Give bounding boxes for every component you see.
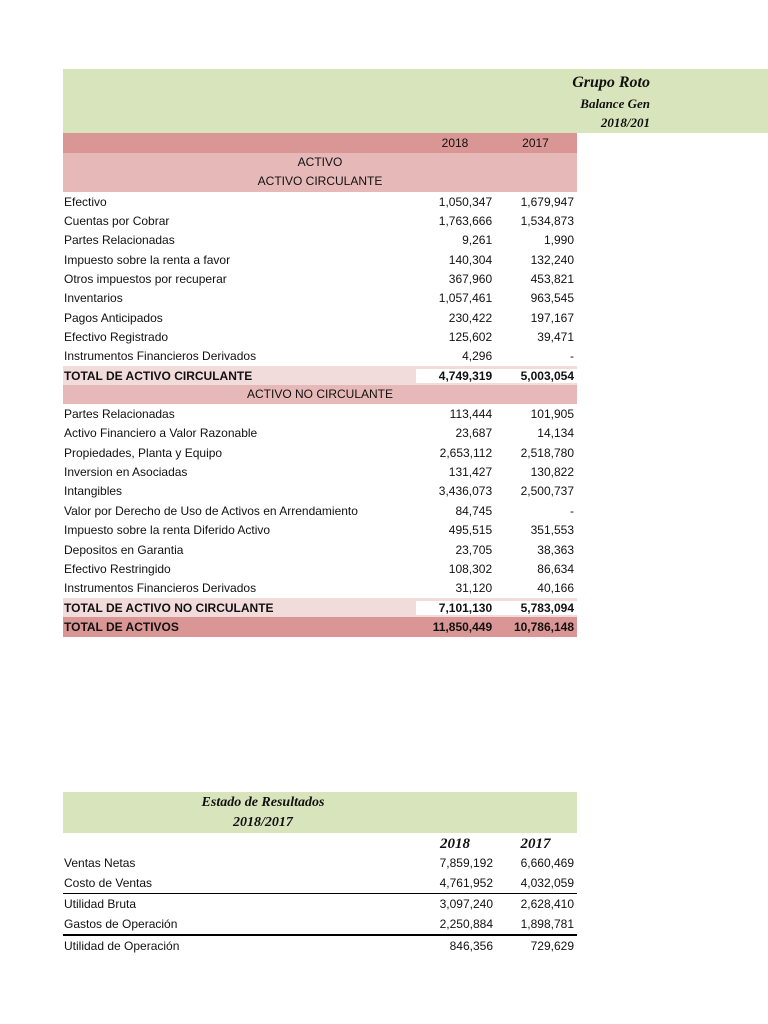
value-2018: 125,602	[448, 330, 493, 345]
value-2017: 1,898,781	[520, 917, 574, 931]
row-label: Utilidad de Operación	[64, 939, 180, 953]
table-row	[63, 231, 577, 250]
value-2017: 38,363	[537, 542, 574, 557]
value-2017: 6,660,469	[520, 856, 574, 870]
income-year-2018: 2018	[440, 836, 470, 852]
table-row	[63, 893, 577, 914]
value-2018: 367,960	[448, 272, 493, 287]
value-2018: 3,436,073	[438, 484, 493, 499]
value-2017: -	[570, 503, 574, 518]
table-row	[63, 482, 577, 501]
table-row	[63, 443, 577, 462]
year-header-row	[63, 133, 577, 153]
row-label: Ventas Netas	[64, 856, 136, 870]
table-row	[63, 934, 577, 956]
value-2018: 7,101,130	[416, 601, 493, 615]
value-2018: 230,422	[448, 310, 493, 325]
value-2018: 4,749,319	[416, 369, 493, 383]
value-2018: 23,705	[455, 542, 493, 557]
value-2017: 5,783,094	[493, 601, 577, 615]
circulante-rows	[63, 192, 577, 366]
table-row	[63, 540, 577, 559]
section-no-circulante: ACTIVO NO CIRCULANTE	[63, 385, 577, 404]
value-2017: 729,629	[530, 939, 574, 953]
table-row	[63, 269, 577, 288]
income-table	[63, 833, 577, 956]
table-row	[63, 853, 577, 873]
value-2018: 3,097,240	[439, 897, 493, 911]
table-row	[63, 462, 577, 481]
value-2017: 2,628,410	[520, 897, 574, 911]
company-title: Grupo Roto	[572, 74, 650, 91]
section-circulante-label: ACTIVO CIRCULANTE	[257, 174, 383, 188]
row-label: Pagos Anticipados	[64, 310, 163, 325]
row-label: Efectivo	[64, 194, 107, 209]
row-label: Cuentas por Cobrar	[64, 214, 170, 229]
value-2017: 1,679,947	[520, 194, 574, 209]
section-activo-label: ACTIVO	[297, 155, 343, 169]
total-activos-row	[63, 617, 577, 636]
value-2018: 1,050,347	[438, 194, 493, 209]
table-row	[63, 404, 577, 423]
income-period: 2018/2017	[233, 815, 293, 830]
value-2018: 4,761,952	[439, 876, 493, 890]
row-label: Partes Relacionadas	[64, 407, 175, 422]
value-2018: 31,120	[455, 581, 493, 596]
row-label: Gastos de Operación	[64, 917, 178, 931]
value-2018: 23,687	[455, 426, 493, 441]
row-label: Valor por Derecho de Uso de Activos en Arrendamiento	[64, 503, 358, 518]
row-label: Efectivo Restringido	[64, 561, 171, 576]
table-row	[63, 289, 577, 308]
table-row	[63, 211, 577, 230]
table-row	[63, 327, 577, 346]
year-2017-header: 2017	[522, 136, 549, 150]
row-label: Impuesto sobre la renta Diferido Activo	[64, 523, 271, 538]
balance-subtitle: Balance Gen	[580, 96, 650, 111]
value-2018: 1,057,461	[438, 291, 493, 306]
value-2018: 11,850,449	[432, 619, 493, 634]
balance-table	[63, 133, 577, 637]
row-label: Partes Relacionadas	[64, 233, 175, 248]
balance-header	[63, 69, 768, 133]
income-header	[63, 792, 577, 833]
row-label: Inventarios	[64, 291, 123, 306]
row-label: Impuesto sobre la renta a favor	[64, 252, 231, 267]
table-row	[63, 914, 577, 934]
row-label: Costo de Ventas	[64, 876, 153, 890]
row-label: Activo Financiero a Valor Razonable	[64, 426, 258, 441]
value-2017: 40,166	[537, 581, 574, 596]
table-row	[63, 501, 577, 520]
value-2017: 130,822	[530, 465, 574, 480]
value-2018: 2,250,884	[439, 917, 493, 931]
value-2018: 113,444	[449, 407, 493, 422]
value-2017: 132,240	[530, 252, 574, 267]
row-label: Instrumentos Financieros Derivados	[64, 349, 257, 364]
table-row	[63, 521, 577, 540]
value-2018: 4,296	[462, 349, 493, 364]
value-2018: 9,261	[462, 233, 493, 248]
year-2018-header: 2018	[441, 136, 469, 150]
value-2017: 351,553	[530, 523, 574, 538]
value-2017: 1,990	[543, 233, 574, 248]
row-label: Otros impuestos por recuperar	[64, 272, 227, 287]
value-2017: 963,545	[530, 291, 574, 306]
value-2017: 1,534,873	[520, 214, 574, 229]
table-row	[63, 250, 577, 269]
value-2017: 4,032,059	[520, 876, 574, 890]
row-label: TOTAL DE ACTIVO NO CIRCULANTE	[64, 600, 274, 615]
value-2017: 2,500,737	[520, 484, 574, 499]
table-row	[63, 424, 577, 443]
table-row	[63, 873, 577, 893]
value-2018: 84,745	[455, 503, 493, 518]
value-2018: 131,427	[448, 465, 493, 480]
value-2017: 39,471	[537, 330, 574, 345]
income-title: Estado de Resultados	[201, 795, 325, 810]
row-label: Instrumentos Financieros Derivados	[64, 581, 257, 596]
balance-period: 2018/201	[600, 115, 650, 130]
row-label: TOTAL DE ACTIVOS	[64, 619, 179, 634]
row-label: TOTAL DE ACTIVO CIRCULANTE	[64, 368, 253, 383]
table-row	[63, 559, 577, 578]
value-2017: 453,821	[530, 272, 574, 287]
income-year-2017: 2017	[520, 836, 551, 852]
value-2018: 140,304	[448, 252, 493, 267]
value-2018: 495,515	[448, 523, 493, 538]
row-label: Depositos en Garantia	[64, 542, 184, 557]
row-label: Efectivo Registrado	[64, 330, 169, 345]
section-activo	[63, 153, 577, 192]
income-year-row	[63, 833, 577, 853]
total-no-circulante-row	[63, 598, 577, 617]
no-circulante-rows	[63, 404, 577, 597]
value-2017: 2,518,780	[520, 445, 574, 460]
value-2018: 7,859,192	[439, 856, 493, 870]
table-row	[63, 192, 577, 211]
value-2018: 846,356	[449, 939, 493, 953]
value-2017: 86,634	[537, 561, 574, 576]
value-2017: 10,786,148	[513, 619, 574, 634]
value-2017: 14,134	[537, 426, 574, 441]
total-circulante-row	[63, 366, 577, 385]
table-row	[63, 347, 577, 366]
row-label: Utilidad Bruta	[64, 897, 137, 911]
value-2018: 1,763,666	[438, 214, 493, 229]
row-label: Inversion en Asociadas	[64, 465, 188, 480]
table-row	[63, 579, 577, 598]
value-2018: 2,653,112	[439, 445, 493, 460]
income-rows	[63, 853, 577, 956]
value-2017: 101,905	[530, 407, 574, 422]
value-2018: 108,302	[448, 561, 493, 576]
table-row	[63, 308, 577, 327]
value-2017: -	[570, 349, 574, 364]
row-label: Propiedades, Planta y Equipo	[64, 445, 223, 460]
value-2017: 5,003,054	[493, 369, 577, 383]
row-label: Intangibles	[64, 484, 123, 499]
value-2017: 197,167	[530, 310, 574, 325]
